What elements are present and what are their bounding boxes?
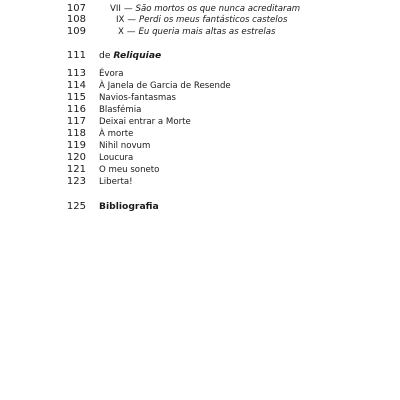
toc-entry <box>0 80 400 92</box>
dash: — <box>123 4 133 14</box>
page-number: 125 <box>66 201 86 212</box>
entry-title: Liberta! <box>99 177 133 187</box>
page-number: 120 <box>66 152 86 163</box>
page-number: 114 <box>66 80 86 91</box>
toc-entry <box>0 152 400 164</box>
page-number: 111 <box>66 50 86 61</box>
page-number: 116 <box>66 104 86 115</box>
section-prefix: de <box>99 50 111 61</box>
toc-entry <box>0 68 400 80</box>
toc-entry <box>0 26 400 38</box>
roman-numeral: VII <box>110 4 121 14</box>
page-number: 113 <box>66 68 86 79</box>
page-number: 107 <box>66 3 86 14</box>
dash: — <box>127 15 137 25</box>
section-title <box>99 50 161 62</box>
toc-entry <box>0 164 400 176</box>
toc-entry <box>0 128 400 140</box>
entry-title: À Janela de Garcia de Resende <box>99 81 231 91</box>
roman-numeral: IX <box>116 15 125 25</box>
poem-title: Eu queria mais altas as estrelas <box>138 27 276 37</box>
page-number: 115 <box>66 92 86 103</box>
dash: — <box>126 27 136 37</box>
poem-title: Perdi os meus fantásticos castelos <box>139 15 288 25</box>
page-number: 121 <box>66 164 86 175</box>
entry-title: Nihil novum <box>99 141 151 151</box>
entry-title: Évora <box>99 69 124 79</box>
roman-numeral: X <box>118 27 124 37</box>
entry-title <box>116 14 287 26</box>
toc-entry <box>0 14 400 26</box>
section-name: Reliquiae <box>113 50 162 61</box>
entry-title: O meu soneto <box>99 165 160 175</box>
entry-title: Navios-fantasmas <box>99 93 176 103</box>
toc-entry <box>0 104 400 116</box>
toc-entry <box>0 176 400 188</box>
entry-title: Loucura <box>99 153 134 163</box>
poem-title: São mortos os que nunca acreditaram <box>135 4 301 14</box>
entry-title: À morte <box>99 129 134 139</box>
toc-entry <box>0 140 400 152</box>
page-number: 117 <box>66 116 86 127</box>
entry-title: Blasfémia <box>99 105 142 115</box>
toc-entry <box>0 116 400 128</box>
section-heading-reliquiae <box>0 50 400 62</box>
page-number: 119 <box>66 140 86 151</box>
entry-title <box>118 26 276 38</box>
page-number: 118 <box>66 128 86 139</box>
page-number: 109 <box>66 26 86 37</box>
entry-title: Deixai entrar a Morte <box>99 117 191 127</box>
page-number: 123 <box>66 176 86 187</box>
toc-entry <box>0 92 400 104</box>
entry-title: Bibliografia <box>99 201 159 212</box>
page-number: 108 <box>66 14 86 25</box>
toc-entry-bibliography <box>0 201 400 213</box>
